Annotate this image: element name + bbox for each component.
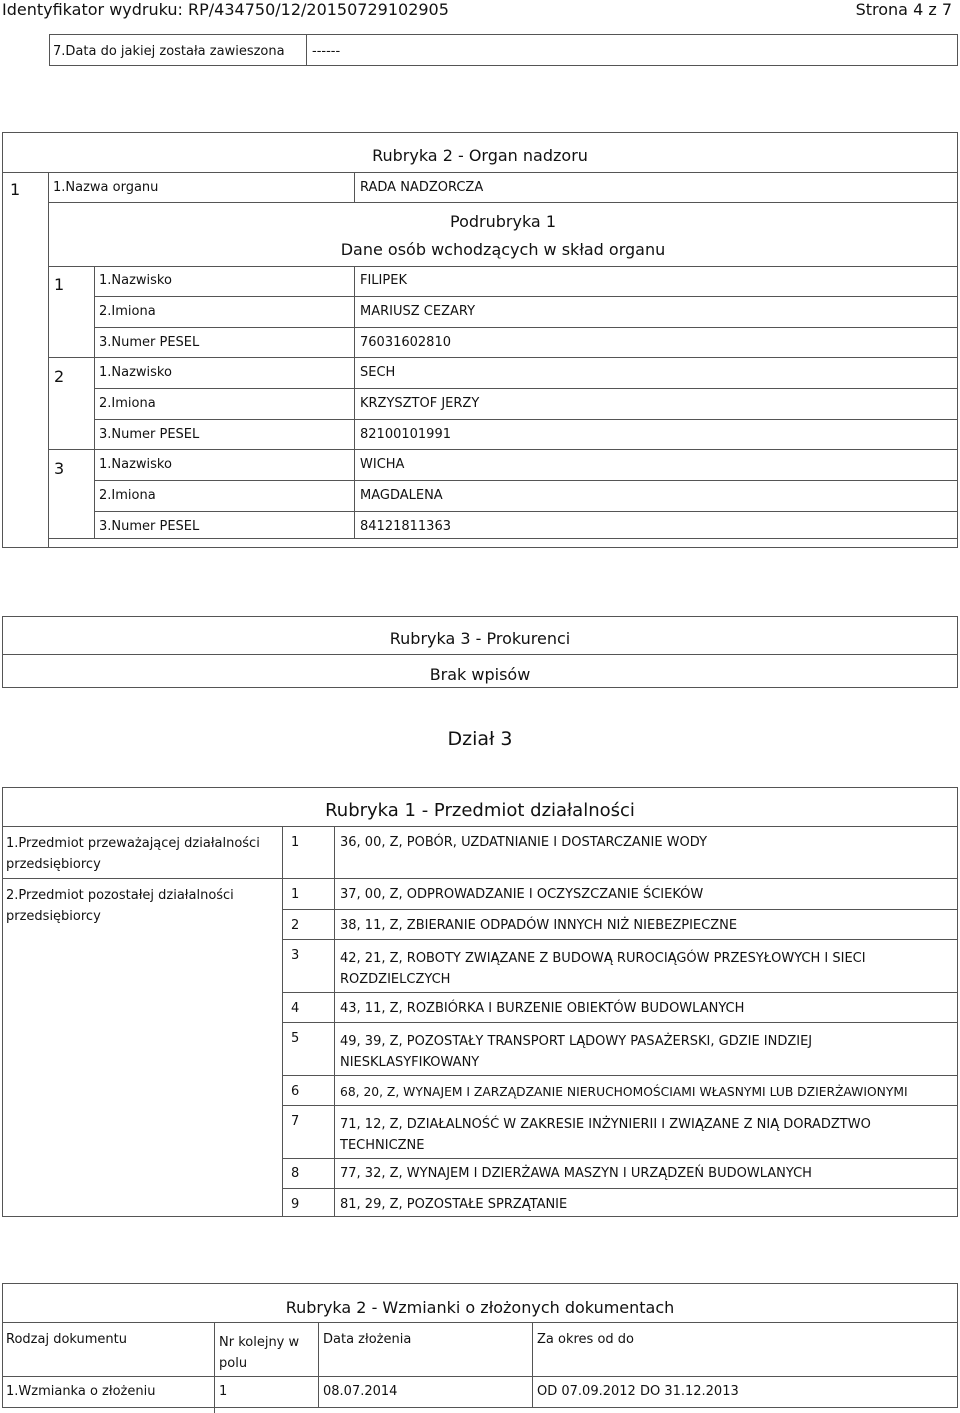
surname-label: 1.Nazwisko — [99, 365, 172, 380]
column-header: Data złożenia — [323, 1332, 412, 1347]
activity-text: 81, 29, Z, POZOSTAŁE SPRZĄTANIE — [340, 1197, 568, 1212]
organ-name-label: 1.Nazwa organu — [53, 180, 159, 195]
activity-text: 36, 00, Z, POBÓR, UZDATNIANIE I DOSTARCZANIE WODY — [340, 835, 708, 850]
other-activity-label: 2.Przedmiot pozostałej działalności przedsiębiorcy — [6, 888, 234, 924]
table-cell: 1 — [219, 1384, 228, 1399]
organ-index: 1 — [10, 180, 21, 199]
pesel-label: 3.Numer PESEL — [99, 519, 200, 534]
pesel-label: 3.Numer PESEL — [99, 335, 200, 350]
przedmiot-title: Rubryka 1 - Przedmiot działalności — [325, 800, 635, 821]
activity-text: 38, 11, Z, ZBIERANIE ODPADÓW INNYCH NIŻ NIEBEZPIECZNE — [340, 918, 738, 933]
suspension-date-value: ------ — [312, 44, 341, 59]
activity-number: 1 — [291, 887, 300, 902]
prokurenci-title: Rubryka 3 - Prokurenci — [389, 629, 571, 648]
column-header: Nr kolejny w polu — [219, 1335, 300, 1371]
organ-nadzoru-title: Rubryka 2 - Organ nadzoru — [372, 146, 588, 165]
pesel-value: 84121811363 — [360, 519, 451, 534]
podrubryka-subtitle: Dane osób wchodzących w skład organu — [340, 240, 666, 259]
activity-number: 2 — [291, 918, 300, 933]
activity-number: 5 — [291, 1031, 300, 1046]
activity-text: 37, 00, Z, ODPROWADZANIE I OCZYSZCZANIE ŚCIEKÓW — [340, 887, 704, 902]
pesel-label: 3.Numer PESEL — [99, 427, 200, 442]
first-names-value: KRZYSZTOF JERZY — [360, 396, 480, 411]
surname-value: SECH — [360, 365, 396, 380]
person-index: 1 — [54, 275, 65, 294]
person-index: 2 — [54, 367, 65, 386]
print-identifier: Identyfikator wydruku: RP/434750/12/20150729102905 — [2, 0, 449, 19]
activity-number: 3 — [291, 948, 300, 963]
wzmianki-title: Rubryka 2 - Wzmianki o złożonych dokumentach — [285, 1298, 675, 1317]
surname-label: 1.Nazwisko — [99, 457, 172, 472]
first-names-label: 2.Imiona — [99, 396, 156, 411]
first-names-label: 2.Imiona — [99, 488, 156, 503]
surname-label: 1.Nazwisko — [99, 273, 172, 288]
first-names-label: 2.Imiona — [99, 304, 156, 319]
surname-value: WICHA — [360, 457, 405, 472]
main-activity-label: 1.Przedmiot przeważającej działalności przedsiębiorcy — [6, 836, 260, 872]
first-names-value: MAGDALENA — [360, 488, 443, 503]
table-cell: OD 07.09.2012 DO 31.12.2013 — [537, 1384, 739, 1399]
table-cell: 08.07.2014 — [323, 1384, 398, 1399]
activity-number: 8 — [291, 1166, 300, 1181]
activity-number: 6 — [291, 1084, 300, 1099]
activity-text: 42, 21, Z, ROBOTY ZWIĄZANE Z BUDOWĄ RUROCIĄGÓW PRZESYŁOWYCH I SIECI ROZDZIELCZYCH — [340, 951, 866, 987]
pesel-value: 82100101991 — [360, 427, 451, 442]
column-header: Za okres od do — [537, 1332, 634, 1347]
suspension-date-label: 7.Data do jakiej została zawieszona — [53, 44, 285, 59]
organ-name-value: RADA NADZORCZA — [360, 180, 484, 195]
activity-number: 9 — [291, 1197, 300, 1212]
activity-text: 49, 39, Z, POZOSTAŁY TRANSPORT LĄDOWY PASAŻERSKI, GDZIE INDZIEJ NIESKLASYFIKOWANY — [340, 1034, 813, 1070]
activity-text: 77, 32, Z, WYNAJEM I DZIERŻAWA MASZYN I URZĄDZEŃ BUDOWLANYCH — [340, 1166, 812, 1181]
activity-text: 71, 12, Z, DZIAŁALNOŚĆ W ZAKRESIE INŻYNIERII I ZWIĄZANE Z NIĄ DORADZTWO TECHNICZNE — [340, 1117, 871, 1153]
activity-number: 1 — [291, 835, 300, 850]
table-cell: 1.Wzmianka o złożeniu — [6, 1384, 156, 1399]
person-index: 3 — [54, 459, 65, 478]
dzial-title: Dział 3 — [447, 728, 513, 750]
activity-text: 68, 20, Z, WYNAJEM I ZARZĄDZANIE NIERUCHOMOŚCIAMI WŁASNYMI LUB DZIERŻAWIONYMI — [340, 1085, 908, 1099]
podrubryka-title: Podrubryka 1 — [450, 212, 556, 231]
activity-number: 7 — [291, 1114, 300, 1129]
surname-value: FILIPEK — [360, 273, 407, 288]
pesel-value: 76031602810 — [360, 335, 451, 350]
first-names-value: MARIUSZ CEZARY — [360, 304, 476, 319]
activity-text: 43, 11, Z, ROZBIÓRKA I BURZENIE OBIEKTÓW BUDOWLANYCH — [340, 1001, 745, 1016]
column-header: Rodzaj dokumentu — [6, 1332, 127, 1347]
activity-number: 4 — [291, 1001, 300, 1016]
prokurenci-empty: Brak wpisów — [429, 665, 531, 684]
page-number: Strona 4 z 7 — [855, 0, 952, 19]
